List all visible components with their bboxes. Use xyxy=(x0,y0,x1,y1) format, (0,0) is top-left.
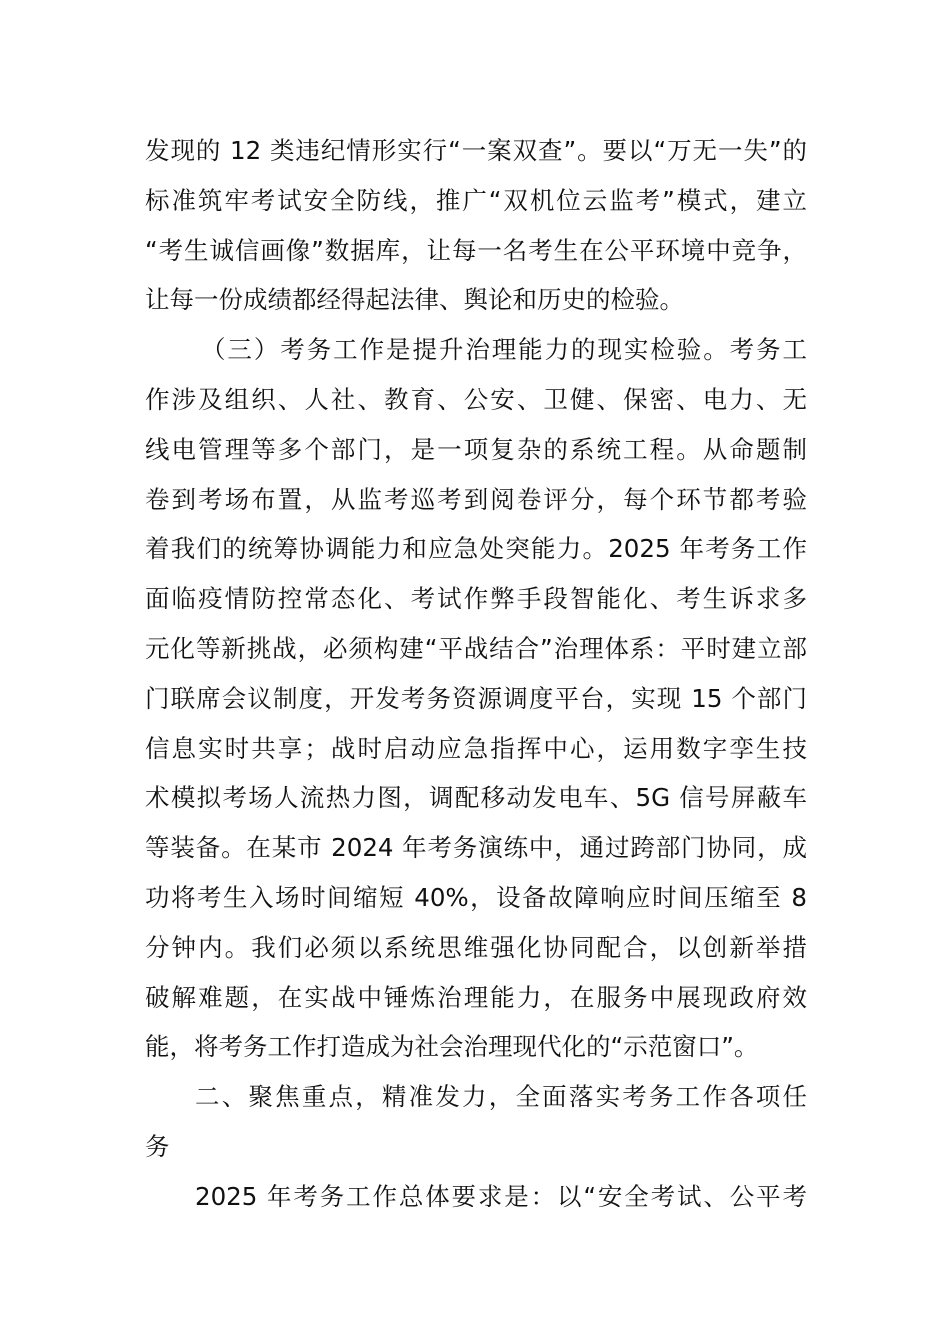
text-line: 等装备。在某市 2024 年考务演练中，通过跨部门协同，成 xyxy=(145,833,807,863)
heading-line: 务 xyxy=(145,1131,170,1161)
text-line: 线电管理等多个部门，是一项复杂的系统工程。从命题制 xyxy=(145,434,807,464)
document-body xyxy=(145,126,807,1222)
text-line: 破解难题，在实战中锤炼治理能力，在服务中展现政府效 xyxy=(145,982,807,1012)
text-line: 元化等新挑战，必须构建“平战结合”治理体系：平时建立部 xyxy=(145,633,807,663)
text-line: 面临疫情防控常态化、考试作弊手段智能化、考生诉求多 xyxy=(145,584,807,614)
text-line: 信息实时共享；战时启动应急指挥中心，运用数字孪生技 xyxy=(145,733,807,763)
text-line: 术模拟考场人流热力图，调配移动发电车、5G 信号屏蔽车 xyxy=(145,783,807,813)
text-line: 着我们的统筹协调能力和应急处突能力。2025 年考务工作 xyxy=(145,534,807,564)
text-line: 卷到考场布置，从监考巡考到阅卷评分，每个环节都考验 xyxy=(145,484,807,514)
text-line: “考生诚信画像”数据库，让每一名考生在公平环境中竞争， xyxy=(145,235,807,265)
heading-line: 二、聚焦重点，精准发力，全面落实考务工作各项任 xyxy=(195,1082,807,1112)
text-line: 发现的 12 类违纪情形实行“一案双查”。要以“万无一失”的 xyxy=(145,136,807,165)
paragraph-exam-security xyxy=(145,126,807,325)
paragraph-overall-requirements xyxy=(145,1172,807,1222)
section-heading-two xyxy=(145,1072,807,1172)
text-line: 功将考生入场时间缩短 40%，设备故障响应时间压缩至 8 xyxy=(145,882,807,912)
text-line: 让每一份成绩都经得起法律、舆论和历史的检验。 xyxy=(145,285,684,315)
subheading-line: （三）考务工作是提升治理能力的现实检验。考务工 xyxy=(201,335,807,365)
text-line: 2025 年考务工作总体要求是：以“安全考试、公平考 xyxy=(195,1181,807,1211)
text-line: 能，将考务工作打造成为社会治理现代化的“示范窗口”。 xyxy=(145,1032,759,1062)
text-line: 作涉及组织、人社、教育、公安、卫健、保密、电力、无 xyxy=(145,384,807,414)
text-line: 门联席会议制度，开发考务资源调度平台，实现 15 个部门 xyxy=(145,683,807,713)
text-line: 标准筑牢考试安全防线，推广“双机位云监考”模式，建立 xyxy=(145,185,807,215)
paragraph-governance-capacity xyxy=(145,325,807,1072)
text-line: 分钟内。我们必须以系统思维强化协同配合，以创新举措 xyxy=(145,932,807,962)
